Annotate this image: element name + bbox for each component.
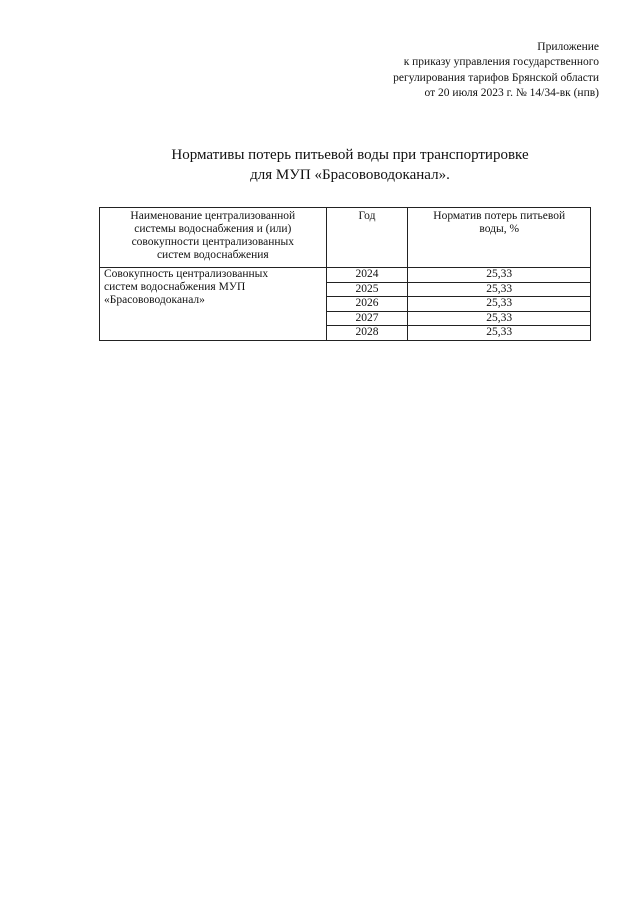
table-header-row: [100, 208, 591, 268]
norm-value-cell: 25,33: [408, 311, 591, 326]
year-cell: 2025: [326, 282, 408, 297]
norm-value-cell: 25,33: [408, 268, 591, 283]
appendix-line: к приказу управления государственного: [403, 56, 599, 69]
norm-value-cell: 25,33: [408, 326, 591, 341]
appendix-line: регулирования тарифов Брянской области: [393, 71, 599, 84]
header-text: совокупности централизованных: [131, 236, 295, 248]
table-row: [100, 268, 591, 283]
appendix-line: Приложение: [537, 41, 599, 53]
header-system-name: [100, 208, 327, 268]
header-text: воды, %: [479, 223, 520, 235]
header-text: Норматив потерь питьевой: [433, 210, 566, 222]
title-line-2: для МУП «Брасововодоканал».: [250, 167, 450, 183]
cell-text: Совокупность централизованных: [104, 268, 269, 280]
header-text: системы водоснабжения и (или): [134, 223, 292, 235]
appendix-block: [393, 40, 599, 102]
header-text: систем водоснабжения: [156, 249, 269, 261]
norm-value-cell: 25,33: [408, 282, 591, 297]
norms-table: [99, 207, 591, 341]
norm-value-cell: 25,33: [408, 297, 591, 312]
title-line-1: Нормативы потерь питьевой воды при транспортировке: [171, 147, 529, 163]
year-cell: 2024: [326, 268, 408, 283]
appendix-line: от 20 июля 2023 г. № 14/34-вк (нпв): [424, 87, 599, 100]
cell-text: систем водоснабжения МУП: [104, 281, 246, 293]
system-name-cell: [100, 268, 327, 341]
year-cell: 2026: [326, 297, 408, 312]
header-norm: [408, 208, 591, 268]
cell-text: «Брасововодоканал»: [104, 294, 205, 306]
header-year: Год: [326, 208, 408, 268]
year-cell: 2028: [326, 326, 408, 341]
year-cell: 2027: [326, 311, 408, 326]
header-text: Наименование централизованной: [130, 210, 296, 222]
document-title: [0, 145, 640, 185]
